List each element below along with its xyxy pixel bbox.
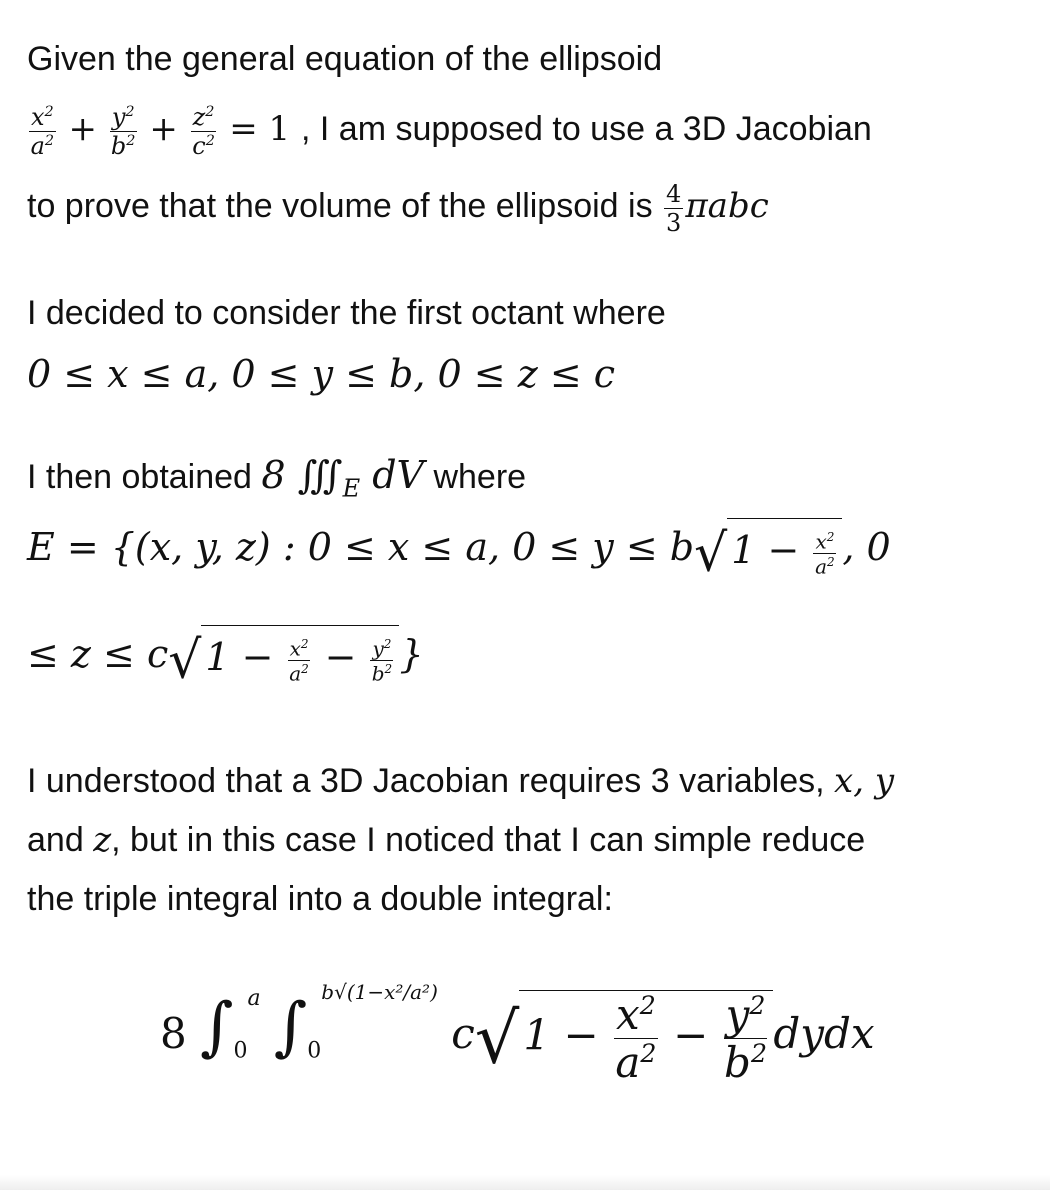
volume-formula: $\frac{4}{3}$ πabc [666, 179, 769, 237]
triple-integral: 8 $∭_E$ dV [261, 453, 424, 503]
set-e-line2: ≤ z ≤ c√ 1 − $\frac{x^2}{a^2}$ − $\frac{y^2}{b^2}$ } [27, 625, 424, 690]
integral-text-tail: where [433, 458, 527, 496]
paragraph-integral [27, 446, 526, 518]
octant-text: I decided to consider the first octant where [27, 294, 666, 332]
jacobian-text-2: and [27, 821, 84, 859]
paragraph-intro [27, 30, 662, 88]
vars-xy: x, y [834, 761, 895, 801]
jacobian-text-1: I understood that a 3D Jacobian requires 3 variables, [27, 762, 825, 800]
volume-line [27, 177, 769, 235]
intro-text: Given the general equation of the ellipsoid [27, 40, 663, 78]
var-z: z [93, 820, 112, 860]
integral-text: I then obtained [27, 458, 252, 496]
volume-text: to prove that the volume of the ellipsoid is [27, 187, 653, 225]
cutoff-text-line [0, 1175, 1050, 1190]
intro-text-tail: , I am supposed to use a 3D Jacobian [301, 110, 872, 148]
paragraph-jacobian [27, 752, 894, 810]
ellipsoid-equation: $\frac{x^2}{a^2}$ + $\frac{y^2}{b^2}$ + $\frac{z^2}{c^2}$ = 1 [30, 102, 291, 160]
double-integral: 8 $\int_0^a$ $\int_0^{b√(1-x^2/a^2)}$ c√1 − $\frac{x^2}{a^2}$ − $\frac{y^2}{b^2}$ dydx [160, 980, 875, 1087]
paragraph-octant [27, 284, 666, 342]
ellipsoid-equation-line [27, 100, 872, 158]
jacobian-text-3: the triple integral into a double integral: [27, 880, 613, 918]
set-e-line1: E = {(x, y, z) : 0 ≤ x ≤ a, 0 ≤ y ≤ b√ 1 − $\frac{x^2}{a^2}$ , 0 [27, 518, 891, 583]
octant-bounds: 0 ≤ x ≤ a, 0 ≤ y ≤ b, 0 ≤ z ≤ c [27, 352, 616, 396]
jacobian-line2 [27, 811, 865, 869]
jacobian-line3 [27, 870, 613, 928]
jacobian-text-2b: , but in this case I noticed that I can simple reduce [111, 821, 866, 859]
